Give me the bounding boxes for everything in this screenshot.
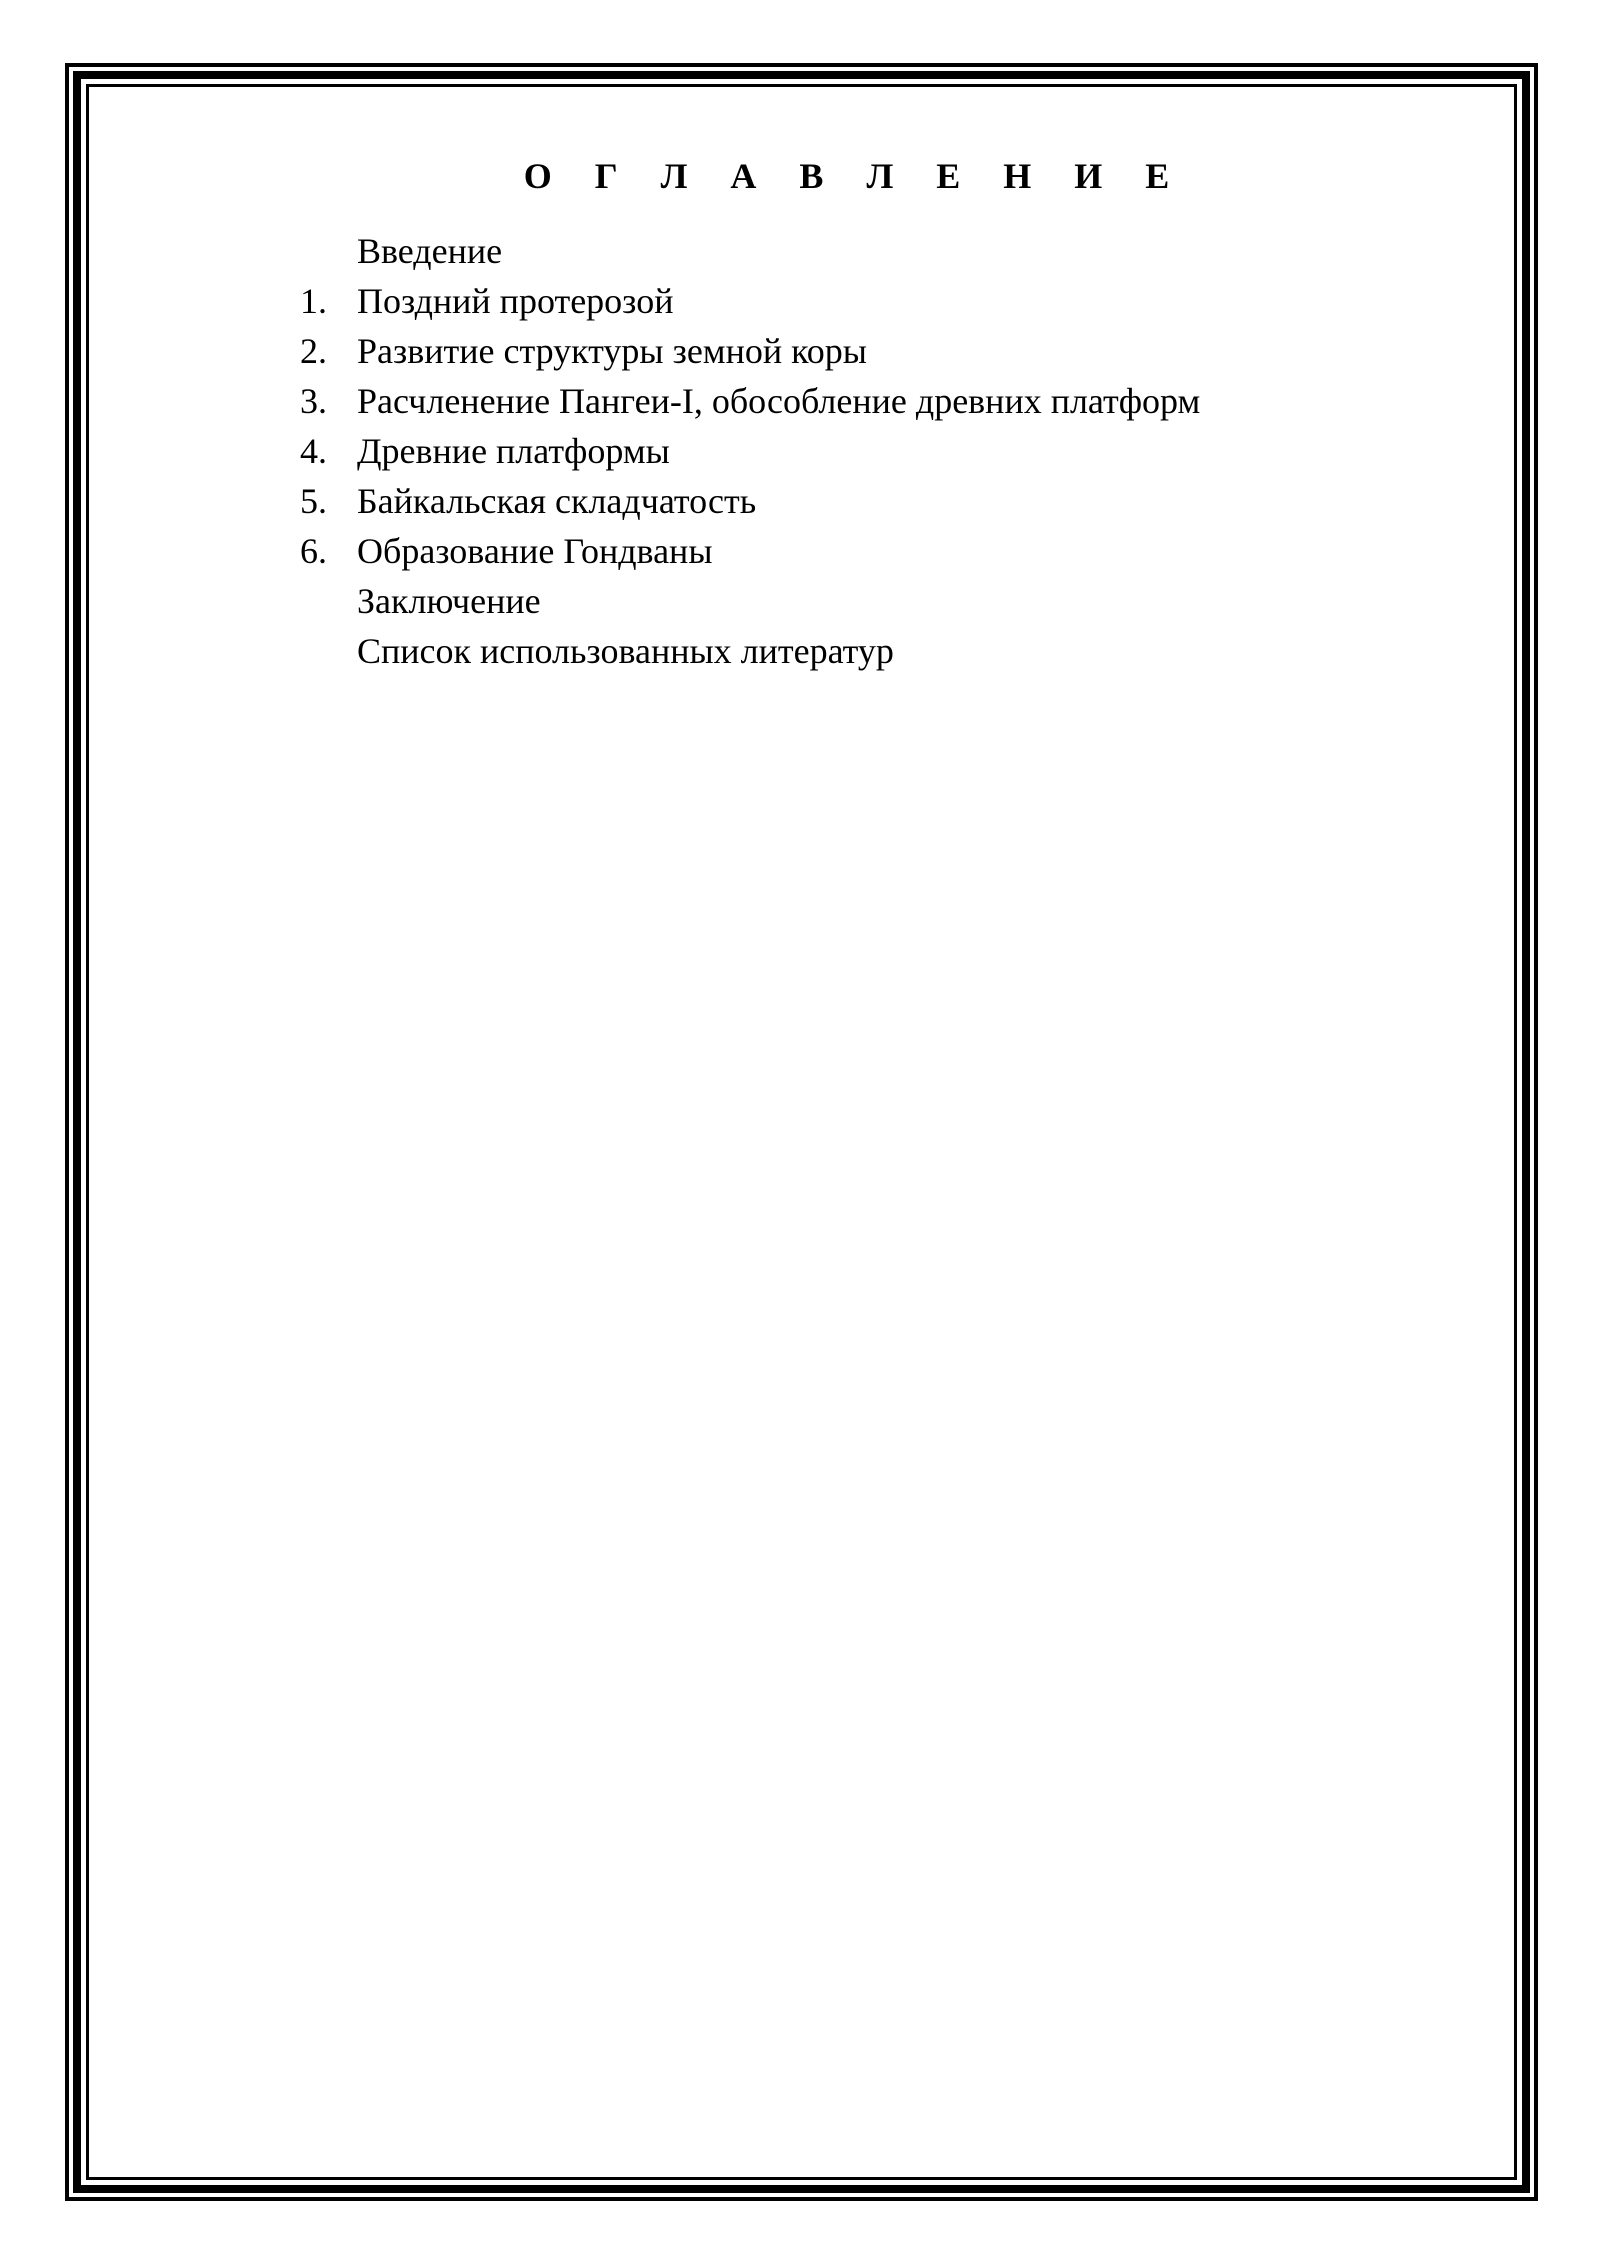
toc-item-label: Развитие структуры земной коры xyxy=(357,331,867,371)
toc-item-number: 3. xyxy=(300,381,327,421)
toc-item-label: Заключение xyxy=(357,581,541,621)
toc-item-number: 2. xyxy=(300,331,327,371)
toc-item-number: 5. xyxy=(300,481,327,521)
toc-item-label: Образование Гондваны xyxy=(357,531,713,571)
page-title: О Г Л А В Л Е Н И Е xyxy=(523,156,1187,196)
toc-item-label: Расчленение Пангеи-I, обособление древних платформ xyxy=(357,381,1201,421)
toc-item-label: Список использованных литератур xyxy=(357,631,894,671)
toc-item-label: Введение xyxy=(357,231,503,271)
toc-item-label: Поздний протерозой xyxy=(357,281,674,321)
toc-item-number: 6. xyxy=(300,531,327,571)
toc-item-number: 4. xyxy=(300,431,327,471)
toc-item-label: Древние платформы xyxy=(357,431,670,471)
toc-item-label: Байкальская складчатость xyxy=(357,481,757,521)
toc-item-number: 1. xyxy=(300,281,327,321)
